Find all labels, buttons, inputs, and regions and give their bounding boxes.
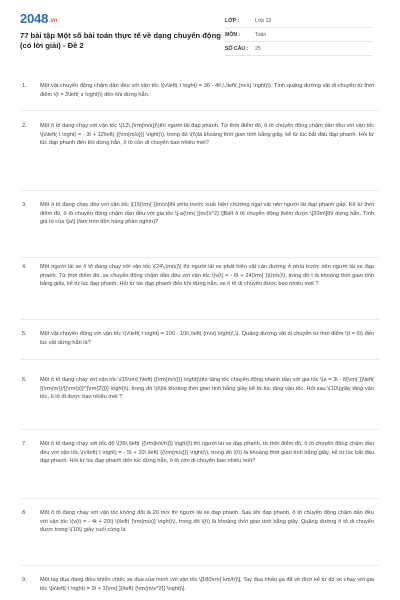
question-number: 2. <box>22 123 27 129</box>
question-number: 3. <box>22 202 27 208</box>
divider <box>20 257 380 258</box>
meta-row-subject <box>225 28 373 42</box>
question-number: 1. <box>22 83 27 89</box>
question-number: 9. <box>22 577 27 583</box>
question-text: Một ô tô đang chạy với tốc độ \(36\,\left( {{\rm{km/h}}} \right)\) thì người lái xe đạp phanh, từ thời điểm đó, ô tô chuyển động chậm dần đều với vận tốc \(v\left( t \right) = - 5t + 10\,\left( {{\rm{m/s}}} \right)\), trong đó \(t\) là khoảng thời gian tính bằng giây, kể từ lúc bắt đầu đạp phanh. Hỏi từ lúc đạp phanh đến lúc dừng hẳn, ô tô còn di chuyển bao nhiêu mét? <box>40 441 374 465</box>
question-text: Một người lái xe ô tô đang chạy với vận tốc \(24\,(m/s)\) thì người lái xe phát hiện vật cản đường ở phía trước nên người lái xe đạp phanh. Từ thời điểm đó, xe chuyển động chậm dần đều với vận tốc \(v(t) = - 6t + 24{\rm{ }}(m/s)\), trong đó t là khoảng thời gian tính bằng giây, kể từ lúc đạp phanh. Hỏi từ lúc đạp phanh đến khi dừng hẳn, xe ô tô di chuyển được bao nhiêu mét ? <box>40 264 374 288</box>
divider <box>20 565 380 566</box>
question-number: 7. <box>22 441 27 447</box>
meta-value: Lớp 12 <box>255 17 272 24</box>
meta-row-class <box>225 14 373 28</box>
meta-key: SỐ CÂU : <box>225 45 249 52</box>
question-text: Một ô tô đang chạy với vận tốc không đổi là 20 m/s thì người lái xe đạp phanh. Sau khi đạp phanh, ô tô chuyển động chậm dần đều với vận tốc \(v(t) = - 4t + 20\) \(\left( {\rm{m/s}} \right)\), trong đó \(t\) là khoảng thời gian tính bằng giây. Quãng đường ô tô di chuyển được trong \(10\) giây cuối cùng là <box>40 510 374 534</box>
divider <box>20 190 380 191</box>
question-number: 4. <box>22 264 27 270</box>
question-text: Một vật chuyển động chậm dần đều với vận tốc \(v\left( t \right) = 36 - 4t\,\,\left( {m/s} \right)\). Tính quãng đường vật di chuyển từ thời điểm \(t = 3\left( s \right)\) đến khi dừng hẳn. <box>40 83 374 98</box>
meta-key: LỚP : <box>225 17 240 24</box>
question-text: Một ô tô đang chạy với vận tốc \(12\,{\rm{m/s}}\)thì người lái đạp phanh. Từ thời điểm đó, ô tô chuyển động chậm dần đều với vận tốc \(v\left( t \right) = - 3t + 12\left( {{\rm{m/s}}} \right)\), trong đó \(t\)là khoảng thời gian tính bằng giây, kể từ lúc bắt đầu đạp phanh. Hỏi từ lúc đạp phanh đến khi dừng hẳn, ô tô còn di chuyển bao nhiêu mét? <box>40 123 374 147</box>
divider <box>20 110 380 111</box>
question-number: 8. <box>22 510 27 516</box>
meta-key: MÔN : <box>225 31 241 38</box>
site-logo[interactable] <box>20 11 57 26</box>
meta-row-count <box>225 42 373 56</box>
logo-text: 2048 <box>20 11 49 26</box>
question-text: Một ô tô đang chạy với vận tốc \(15\rm{ }\left( {{\rm{m/s}}} \right)\)thì tăng tốc chuyển động nhanh dần với gia tốc \(a = 3t - 8{\rm{ }}\left( {{\rm{m}}/{{\rm{s}}^{\rm{2}}}} \right)\), trong đó \(t\)là khoảng thời gian tính bằng giây kể từ lúc tăng vận tốc. Hỏi sau \(10\)giây tăng vận tốc, ô tô đi được bao nhiêu mét ? <box>40 377 374 401</box>
meta-table <box>225 14 373 56</box>
page-header <box>0 0 400 64</box>
meta-value: 25 <box>255 45 261 52</box>
divider <box>20 498 380 499</box>
divider <box>20 429 380 430</box>
page-title: 77 bài tập Một số bài toán thực tế về dạng chuyển động (có lời giải) - Đề 2 <box>20 31 221 50</box>
divider <box>20 319 380 320</box>
logo-suffix: .vn <box>49 18 58 24</box>
question-text: Một ô tô đang chạy đều với vận tốc \[15{\rm{ }}m/s\]thì phía trước xuất hiện chướng ngại vật nên người lái đạp phanh gấp. Kể từ thời điểm đó, ô tô chuyển động chậm dần đều với gia tốc \[-a{\rm{ }}m/{s^2}.\]Biết ô tô chuyển động thêm được \[20m\]thì dừng hẳn. Tính giá trị của \[a\] (làm tròn đến hàng phần nghìn)? <box>40 202 374 226</box>
question-number: 6. <box>22 377 27 383</box>
divider <box>20 359 380 360</box>
question-text: Một tay đua đang điều khiển chiếc xe đua của mình với vận tốc \[180\rm{ km/h}\]. Tay đua nhấn ga để về đích kể từ đó xe chạy với gia tốc \[a\left( t \right) = 2t + 1{\rm{ }}\left( {\rm{m/s^2}} \right)\]. <box>40 577 374 592</box>
question-text: Một vật chuyển động với vận tốc \(v\left( t \right) = 100 - 10t\,\left( {m/s} \right)\,\). Quãng đường vật di chuyển từ thời điểm \(t = 0\) đến lúc vật dừng hẳn là? <box>40 331 374 346</box>
question-number: 5. <box>22 331 27 337</box>
meta-value: Toán <box>255 31 267 38</box>
